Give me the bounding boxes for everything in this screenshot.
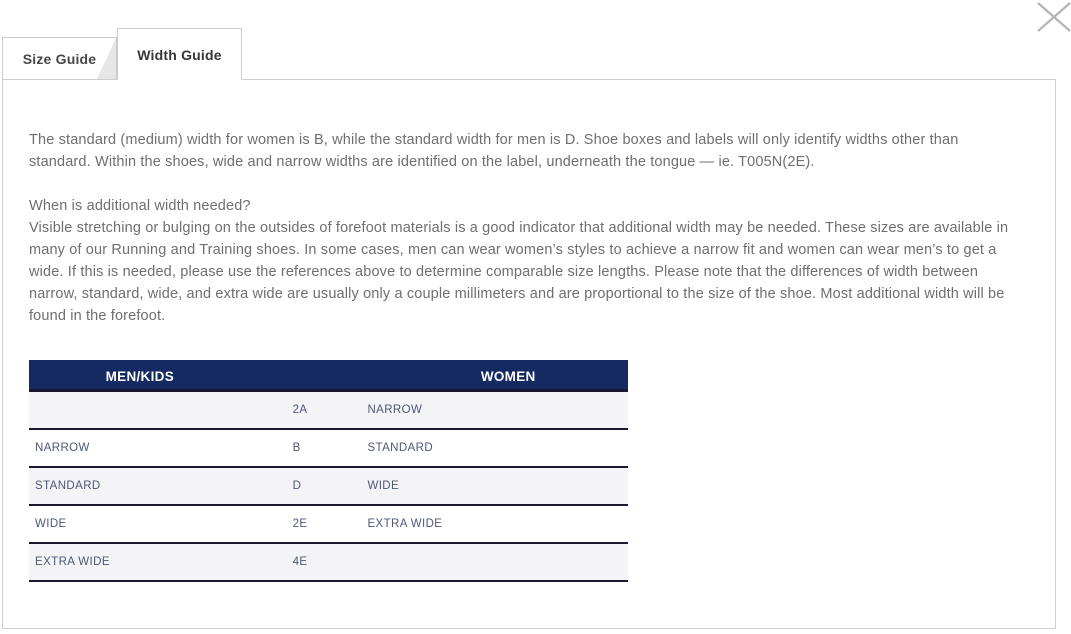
tab-corner-fold	[97, 38, 116, 79]
cell-code: B	[292, 442, 301, 454]
tab-size-guide[interactable]	[2, 37, 117, 80]
tab-width-guide-label: Width Guide	[137, 46, 222, 63]
table-row	[29, 544, 628, 582]
width-guide-copy	[29, 129, 1014, 327]
additional-width-answer: Visible stretching or bulging on the outsides of forefoot materials is a good indicator that additional width may be needed. These sizes are available in many of our Running and Training shoes. In some cases, men can wear women’s styles to achieve a narrow fit and women can wear men’s to get a wide. If this is needed, please use the references above to determine comparable size lengths. Please note that the differences of width between narrow, standard, wide, and extra wide are usually only a couple millimeters and are proportional to the size of the shoe. Most additional width will be found in the forefoot.	[29, 220, 1009, 324]
additional-width-question: When is additional width needed?	[29, 198, 251, 214]
additional-width-paragraph	[29, 195, 1014, 327]
intro-paragraph: The standard (medium) width for women is B, while the standard width for men is D. Shoe boxes and labels will only identify widths other than standard. Within the shoes, wide and narrow widths are identified on the label, underneath the tongue — ie. T005N(2E).	[29, 132, 959, 170]
cell-code: 2E	[292, 518, 308, 530]
table-row	[29, 392, 628, 430]
cell-code: D	[292, 480, 302, 492]
close-button[interactable]	[1033, 0, 1071, 36]
table-row	[29, 468, 628, 506]
width-guide-panel	[2, 79, 1056, 629]
cell-men: WIDE	[35, 518, 67, 530]
table-row	[29, 506, 628, 544]
cell-women: WIDE	[367, 480, 400, 492]
cell-women: NARROW	[367, 404, 423, 416]
tab-width-guide[interactable]	[117, 28, 242, 80]
close-icon[interactable]	[1035, 0, 1071, 34]
tab-size-guide-label: Size Guide	[22, 50, 97, 67]
cell-women: EXTRA WIDE	[367, 518, 443, 530]
header-women: WOMEN	[480, 368, 536, 384]
width-table-header	[29, 360, 628, 392]
cell-women: STANDARD	[367, 442, 434, 454]
cell-code: 4E	[292, 556, 308, 568]
cell-men: EXTRA WIDE	[35, 556, 110, 568]
width-conversion-table	[29, 360, 628, 582]
width-table-body	[29, 392, 628, 582]
cell-men: NARROW	[35, 442, 90, 454]
cell-code: 2A	[292, 404, 308, 416]
header-men-kids: MEN/KIDS	[105, 368, 175, 384]
table-row	[29, 430, 628, 468]
cell-men: STANDARD	[35, 480, 101, 492]
